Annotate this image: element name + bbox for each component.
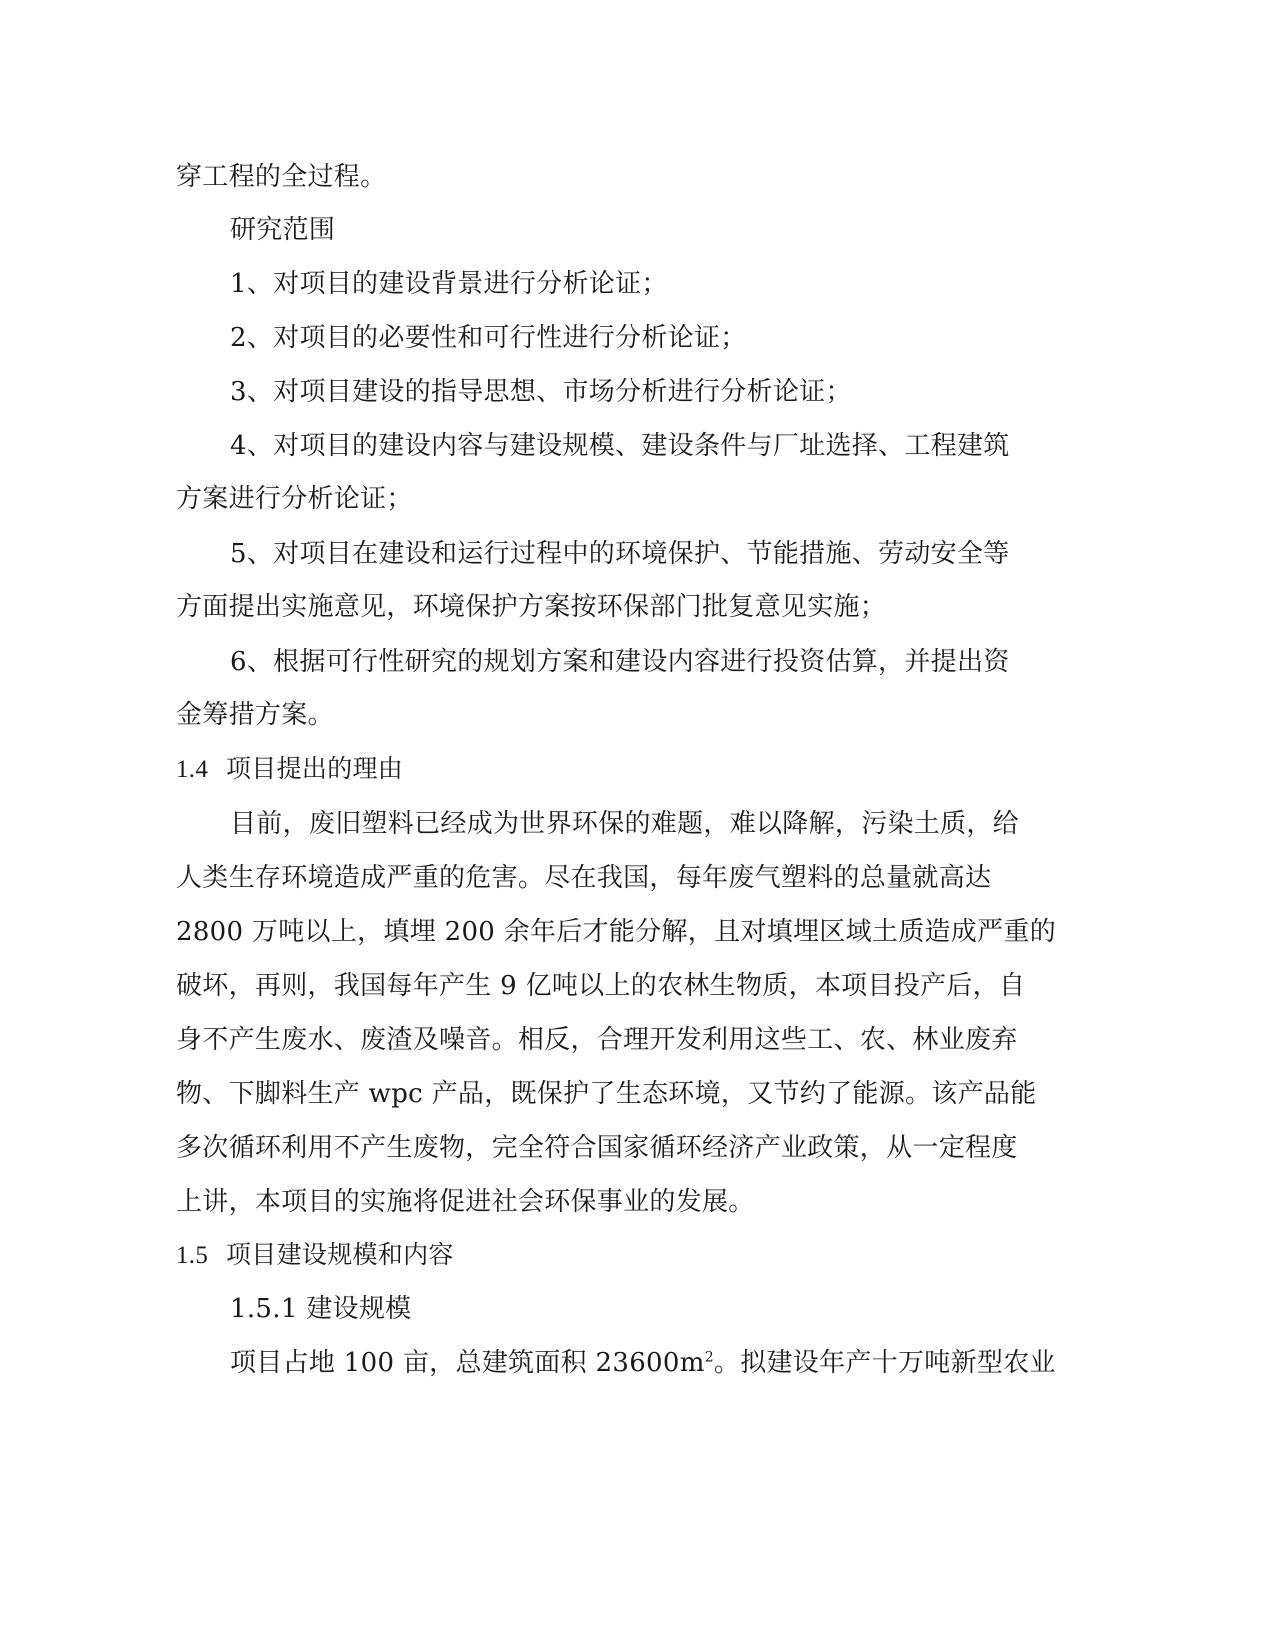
reason-line-8: 上讲，本项目的实施将促进社会环保事业的发展。 bbox=[176, 1187, 755, 1217]
scope-item-4-line-2: 方案进行分析论证； bbox=[176, 484, 413, 514]
scale-text-b: 。拟建设年产十万吨新型农业 bbox=[713, 1348, 1056, 1378]
scope-item-3: 3、对项目建设的指导思想、市场分析进行分析论证； bbox=[230, 377, 852, 407]
reason-line-4: 破坏，再则，我国每年产生 9 亿吨以上的农林生物质，本项目投产后，自 bbox=[176, 971, 1026, 1001]
scope-item-5-line-2: 方面提出实施意见，环境保护方案按环保部门批复意见实施； bbox=[176, 592, 887, 622]
reason-line-3: 2800 万吨以上，填埋 200 余年后才能分解，且对填埋区域土质造成严重的 bbox=[176, 917, 1056, 947]
section-title: 项目提出的理由 bbox=[226, 754, 404, 783]
scope-item-5-line-1: 5、对项目在建设和运行过程中的环境保护、节能措施、劳动安全等 bbox=[230, 539, 1010, 569]
reason-line-7: 多次循环利用不产生废物，完全符合国家循环经济产业政策，从一定程度 bbox=[176, 1133, 1018, 1163]
section-number: 1.5 bbox=[176, 1242, 209, 1269]
section-heading-1-5 bbox=[176, 1238, 454, 1273]
scope-item-6-line-1: 6、根据可行性研究的规划方案和建设内容进行投资估算，并提出资 bbox=[230, 647, 1010, 677]
scope-item-1: 1、对项目的建设背景进行分析论证； bbox=[230, 269, 668, 299]
scale-text-a: 项目占地 100 亩，总建筑面积 23600m bbox=[230, 1348, 705, 1378]
research-scope-title: 研究范围 bbox=[230, 215, 336, 245]
scale-line-1 bbox=[230, 1346, 1056, 1380]
reason-line-5: 身不产生废水、废渣及噪音。相反，合理开发利用这些工、农、林业废弃 bbox=[176, 1025, 1018, 1055]
reason-line-2: 人类生存环境造成严重的危害。尽在我国，每年废气塑料的总量就高达 bbox=[176, 863, 992, 893]
section-heading-1-4 bbox=[176, 752, 403, 787]
paragraph-continuation: 穿工程的全过程。 bbox=[176, 162, 387, 192]
scope-item-2: 2、对项目的必要性和可行性进行分析论证； bbox=[230, 323, 747, 353]
reason-line-6: 物、下脚料生产 wpc 产品，既保护了生态环境，又节约了能源。该产品能 bbox=[176, 1079, 1037, 1109]
section-number: 1.4 bbox=[176, 756, 209, 783]
reason-line-1: 目前，废旧塑料已经成为世界环保的难题，难以降解，污染土质，给 bbox=[230, 809, 1020, 839]
superscript-2: 2 bbox=[704, 1349, 714, 1366]
section-title: 项目建设规模和内容 bbox=[226, 1240, 454, 1269]
scope-item-6-line-2: 金筹措方案。 bbox=[176, 700, 334, 730]
scope-item-4-line-1: 4、对项目的建设内容与建设规模、建设条件与厂址选择、工程建筑 bbox=[230, 431, 1010, 461]
subsection-heading-1-5-1: 1.5.1 建设规模 bbox=[230, 1294, 412, 1324]
